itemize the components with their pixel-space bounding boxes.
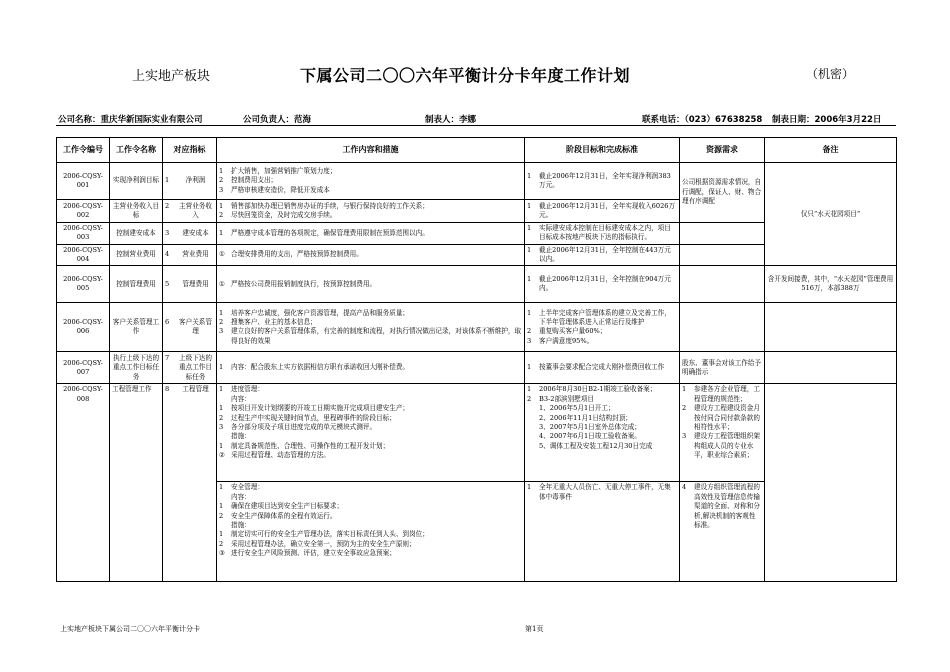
indicator-number: 6	[165, 318, 170, 327]
indicator-line	[165, 280, 214, 289]
list-line	[527, 337, 677, 346]
list-number: 1	[219, 441, 224, 450]
list-line	[219, 512, 522, 521]
list-text: 按董事会要求配合完成大刚补偿费回收工作	[539, 363, 665, 372]
list-text: 实际建安成本控制在目标建安成本之内，项目目标成本按地产板块下达的指标执行。	[539, 224, 671, 242]
list-number: 1	[527, 245, 532, 254]
list-line	[527, 327, 677, 336]
list-line	[527, 442, 677, 451]
plan-table	[56, 137, 897, 582]
list-number: 2	[219, 413, 224, 422]
work-code: 2006-CQSY-004	[57, 244, 110, 266]
remark	[765, 303, 897, 352]
resource-need	[680, 244, 765, 266]
list-text: 截止2006年12月31日，全年实现收入6026万元。	[539, 201, 676, 219]
list-line	[219, 280, 522, 289]
indicator-text: 净利润	[185, 176, 206, 185]
table-row	[57, 266, 897, 303]
list-line	[682, 432, 762, 460]
list-line	[219, 483, 522, 492]
stage-target	[525, 244, 680, 266]
list-line	[527, 202, 677, 221]
manager-name: 范海	[294, 115, 312, 125]
list-text: 4、2007年6月1日竣工验收备案。	[539, 432, 641, 441]
list-number: 2	[219, 539, 224, 548]
manager-info: 公司负责人：范海	[243, 115, 312, 125]
list-number: 1	[219, 201, 224, 210]
maker-info: 制表人：李娜	[425, 115, 477, 125]
list-text: 3、2007年5月1日室外总体完成；	[539, 422, 641, 431]
list-text: B3-2部滨别墅项目	[539, 394, 595, 403]
list-text: 搜集客户、业主的基本信息；	[231, 318, 317, 327]
list-text: 5、调体工程及安装工程12月30日完成	[539, 441, 653, 450]
list-text: 内容：	[231, 492, 251, 501]
list-text: 安全管理：	[231, 483, 264, 492]
indicator-number: 2	[165, 201, 170, 210]
confidential-mark: （机密）	[806, 67, 855, 81]
date-info: 制表日期：2006年3月22日	[772, 115, 882, 125]
indicator	[163, 244, 217, 266]
indicator-line	[165, 318, 214, 337]
list-number: 1	[527, 171, 532, 180]
indicator	[163, 352, 217, 384]
work-code: 2006-CQSY-003	[57, 223, 110, 245]
list-text: 销售部加快办理已销售房办证的手续，与银行保持良好的工作关系；	[231, 201, 429, 210]
phone-info: 联系电话：（023）67638258	[642, 115, 763, 125]
list-line	[527, 483, 677, 502]
list-number	[219, 493, 231, 502]
list-number: 1	[527, 363, 532, 372]
remark: 仅只“水天花园项目”	[765, 163, 897, 266]
work-content	[217, 266, 525, 303]
indicator-text: 建安成本	[182, 228, 209, 237]
indicator	[163, 163, 217, 200]
work-code: 2006-CQSY-005	[57, 266, 110, 303]
list-number: 1	[219, 530, 224, 539]
col-header-code: 工作令编号	[57, 138, 110, 163]
list-text: 2006年8月30日B2-1期竣工验收备案；	[539, 385, 657, 394]
work-content	[217, 384, 525, 482]
list-line	[527, 224, 677, 243]
list-line	[219, 202, 522, 211]
list-text: 制定切实可行的安全生产管理办法，落实目标责任到人头、到岗位；	[231, 530, 429, 539]
work-name: 控制建安成本	[110, 223, 163, 245]
list-text: 进行安全生产风险预测、评估，建立安全事故应急预案；	[231, 548, 396, 557]
list-text: 措施：	[231, 432, 251, 441]
indicator-line	[165, 354, 214, 382]
list-line	[219, 327, 522, 346]
list-text: 确保在建项目达到安全生产目标要求；	[231, 502, 344, 511]
list-text: 建设方工程建设资金月按付同合同付款条款的相符性水平；	[694, 404, 760, 431]
list-text: 参建各方企业管理，工程管理的规范性；	[694, 385, 760, 403]
work-content	[217, 200, 525, 223]
list-text: 严格按公司费用报销制度执行，按预算控制费用。	[231, 279, 377, 288]
stage-target	[525, 200, 680, 223]
resource-need	[680, 303, 765, 352]
indicator-text: 客户关系管理	[179, 318, 212, 336]
indicator-text: 营业费用	[182, 250, 209, 259]
work-code: 2006-CQSY-008	[57, 384, 110, 582]
list-line	[527, 404, 677, 413]
list-text: 各分部分项及子项目进度完成的单元模块式测评。	[231, 422, 377, 431]
indicator-text: 工程管理	[182, 385, 209, 394]
resource-need	[680, 223, 765, 245]
list-line	[527, 172, 677, 191]
work-code: 2006-CQSY-007	[57, 352, 110, 384]
list-number: 3	[219, 422, 224, 431]
work-code: 2006-CQSY-002	[57, 200, 110, 223]
list-line	[527, 363, 677, 372]
list-number: 1	[682, 385, 687, 394]
list-number	[527, 442, 539, 451]
list-number: 4	[682, 483, 687, 492]
company-info: 公司名称：重庆华新国际实业有限公司	[58, 115, 203, 125]
list-line	[219, 432, 522, 441]
list-number: 3	[219, 185, 224, 194]
resource-need	[680, 384, 765, 482]
indicator-number: 4	[165, 250, 170, 259]
maker-name: 李娜	[459, 115, 477, 125]
work-name: 执行上级下达的重点工作目标任务	[110, 352, 163, 384]
indicator	[163, 266, 217, 303]
list-line	[219, 493, 522, 502]
stage-target	[525, 266, 680, 303]
list-line	[682, 483, 762, 530]
list-text: 采用过程管理、动态管理的方法。	[231, 450, 330, 459]
col-header-remark: 备注	[765, 138, 897, 163]
list-line	[219, 211, 522, 220]
indicator-number: 5	[165, 279, 170, 288]
list-text: 采用过程管理办法，确立安全第一，预防为主的安全生产原则；	[231, 539, 416, 548]
list-text: 建设方工程管理组织架构组成人员的专业水平，职业综合素质；	[694, 432, 760, 459]
list-text: 按项目开发计划纲要的开竣工日期实施开完成项目建安生产；	[231, 404, 410, 413]
list-line	[527, 395, 677, 404]
list-number	[219, 432, 231, 441]
list-text: 截止2006年12月31日，全年控制在904万元内。	[539, 275, 671, 293]
work-name: 客户关系管理工作	[110, 303, 163, 352]
list-text: 严格遵守成本管理的各项规定，确保管理费用限制在预算范围以内。	[231, 228, 429, 237]
list-text: 内容：配合股东上实方依据相信方职有承诺收回大刚补偿费。	[231, 363, 410, 372]
resource-need	[680, 482, 765, 582]
col-header-name: 工作令名称	[110, 138, 163, 163]
list-number: 1	[219, 166, 224, 175]
list-text: 1、2006年5月1日开工；	[539, 404, 615, 413]
list-text: 上半年完成客户管理体系的建立及完善工作，下半年管理体系进入正常运行及维护	[539, 308, 671, 327]
list-text: 进度管理：	[231, 385, 264, 394]
list-line	[527, 246, 677, 265]
work-code: 2006-CQSY-001	[57, 163, 110, 200]
remark	[765, 384, 897, 582]
stage-target	[525, 223, 680, 245]
indicator-line	[165, 176, 214, 185]
list-number: 1	[527, 275, 532, 284]
list-line	[682, 404, 762, 432]
list-number: 1	[527, 483, 532, 492]
list-number: 2	[527, 394, 532, 403]
work-name: 主营业务收入目标	[110, 200, 163, 223]
list-number	[527, 423, 539, 432]
list-number: 3	[219, 327, 224, 336]
list-line	[527, 385, 677, 394]
list-number: ③	[219, 548, 225, 557]
list-text: 内容：	[231, 394, 251, 403]
col-header-indicator: 对应指标	[163, 138, 217, 163]
list-line	[219, 229, 522, 238]
list-line	[219, 549, 522, 558]
list-text: 建设方组织管理流程的高效性及管理信息传输渠道的全面、对称和分析,解决机制的客观性标准。	[694, 483, 760, 529]
indicator-line	[165, 229, 214, 238]
work-content	[217, 303, 525, 352]
resource-need: 股东、董事会对该工作给予明确指示	[680, 352, 765, 384]
list-text: 合理安排费用的支出，严格按预算控制费用。	[231, 250, 363, 259]
page-number: 第1页	[525, 625, 544, 633]
list-number	[527, 404, 539, 413]
indicator-line	[165, 202, 214, 221]
list-line	[219, 363, 522, 372]
list-line	[219, 309, 522, 318]
list-text: 措施：	[231, 520, 251, 529]
list-line	[219, 167, 522, 176]
list-number: 2	[219, 211, 224, 219]
phone-number: （023）67638258	[684, 115, 763, 125]
list-number	[219, 521, 231, 530]
work-name: 控制管理费用	[110, 266, 163, 303]
list-line	[219, 423, 522, 432]
list-line	[219, 385, 522, 394]
stage-target	[525, 163, 680, 200]
work-content	[217, 244, 525, 266]
remark: 含开发间接费，其中，“水天花园”管理费用516万，本部388万	[765, 266, 897, 303]
stage-target	[525, 352, 680, 384]
col-header-content: 工作内容和措施	[217, 138, 525, 163]
indicator-number: 3	[165, 228, 170, 237]
footer-left: 上实地产板块下属公司二〇〇六年平衡计分卡	[60, 625, 200, 633]
list-text: 安全生产保障体系的全程有效运行。	[231, 511, 337, 520]
list-number: 1	[219, 363, 224, 372]
indicator	[163, 384, 217, 582]
list-line	[219, 530, 522, 539]
divider	[56, 125, 896, 126]
table-row	[57, 163, 897, 200]
work-code: 2006-CQSY-006	[57, 303, 110, 352]
indicator-line	[165, 250, 214, 259]
list-number	[219, 395, 231, 404]
col-header-target: 阶段目标和完成标准	[525, 138, 680, 163]
list-line	[219, 521, 522, 530]
list-text: 全年无重大人员伤亡、无重大停工事件，无集体中毒事件	[539, 483, 671, 501]
list-text: 客户满意度95%。	[539, 336, 594, 345]
list-text: 培养客户忠诚度，强化客户资源管理，提高产品和服务质量；	[231, 308, 410, 317]
resource-need: 公司根据资源需求情况，自行调配，保证人、财、物合理有序调配	[680, 163, 765, 223]
remark	[765, 352, 897, 384]
list-text: 控制费用支出；	[231, 176, 278, 185]
list-text: 制定具备规范性、合理性、可操作性的工程开发计划；	[231, 441, 390, 450]
list-line	[527, 275, 677, 294]
list-number: 1	[527, 308, 532, 317]
work-name: 控制营业费用	[110, 244, 163, 266]
indicator	[163, 303, 217, 352]
list-text: 截止2006年12月31日，全年实现净利润383万元。	[539, 171, 671, 189]
list-text: 截止2006年12月31日，全年控制在443万元以内。	[539, 245, 671, 264]
indicator-number: 1	[165, 176, 170, 185]
list-text: 2、2006年11月1日结构封顶；	[539, 413, 632, 422]
list-line	[219, 502, 522, 511]
list-number: 1	[219, 308, 224, 317]
list-line	[219, 414, 522, 423]
indicator-text: 上级下达的重点工作目标任务	[179, 353, 212, 381]
work-content	[217, 352, 525, 384]
col-header-resource: 资源需求	[680, 138, 765, 163]
list-line	[527, 432, 677, 441]
work-content	[217, 223, 525, 245]
list-number: 1	[527, 224, 532, 232]
list-line	[219, 186, 522, 195]
list-line	[682, 385, 762, 404]
work-content	[217, 163, 525, 200]
list-text: 重复购买客户量60%；	[539, 327, 607, 336]
stage-target	[525, 482, 680, 582]
list-number	[527, 432, 539, 441]
list-line	[219, 395, 522, 404]
list-text: 扩大销售，加强营销推广策划力度；	[231, 166, 337, 175]
list-line	[219, 540, 522, 549]
list-number: ①	[219, 250, 225, 259]
work-content	[217, 482, 525, 582]
list-line	[527, 423, 677, 432]
list-number: 1	[219, 385, 224, 394]
table-row	[57, 303, 897, 352]
table-header-row	[57, 138, 897, 163]
list-number: 2	[219, 318, 224, 327]
indicator-text: 管理费用	[182, 279, 209, 288]
stage-target	[525, 384, 680, 482]
list-number: 1	[219, 404, 224, 413]
list-text: 过程生产中实现关键时间节点，里程碑事件的阶段目标；	[231, 413, 396, 422]
table-row	[57, 352, 897, 384]
list-number: ①	[219, 279, 225, 288]
company-name: 重庆华新国际实业有限公司	[100, 115, 203, 125]
indicator-number: 7	[165, 353, 170, 362]
list-line	[219, 176, 522, 185]
table-date: 2006年3月22日	[814, 115, 882, 125]
indicator-line	[165, 385, 214, 394]
list-line	[219, 250, 522, 259]
list-line	[219, 442, 522, 451]
list-text: 尽快回笼资金，及时完成交房手续。	[231, 211, 337, 219]
table-row	[57, 384, 897, 482]
indicator	[163, 223, 217, 245]
list-number: 3	[682, 432, 687, 441]
list-text: 严格审核建安造价，降低开发成本	[231, 185, 330, 194]
list-number: 2	[527, 327, 532, 336]
work-name: 实现净利润目标	[110, 163, 163, 200]
list-number: 1	[219, 483, 224, 492]
resource-need	[680, 266, 765, 303]
list-number: 2	[219, 511, 224, 520]
stage-target	[525, 303, 680, 352]
list-number: 1	[527, 201, 532, 210]
indicator-number: 8	[165, 385, 170, 394]
list-number: 1	[219, 228, 224, 237]
list-number: 3	[527, 336, 532, 345]
list-line	[219, 451, 522, 460]
list-line	[219, 404, 522, 413]
list-number: 1	[527, 385, 532, 394]
list-number: ②	[219, 450, 225, 459]
indicator-text: 主营业务收入	[179, 201, 212, 219]
indicator	[163, 200, 217, 223]
work-name: 工程管理工作	[110, 384, 163, 582]
document-title: 下属公司二〇〇六年平衡计分卡年度工作计划	[300, 66, 631, 85]
list-line	[527, 414, 677, 423]
list-number	[527, 414, 539, 423]
list-number: 1	[219, 502, 224, 511]
list-text: 建立良好的客户关系管理体系，有完善的制度和流程，对执行情况做出记录，对该体系不断维护，取得良好的效果	[231, 327, 522, 345]
list-line	[527, 309, 677, 328]
list-number: 2	[682, 404, 687, 413]
list-number: 2	[219, 176, 224, 185]
segment-label: 上实地产板块	[132, 69, 211, 84]
